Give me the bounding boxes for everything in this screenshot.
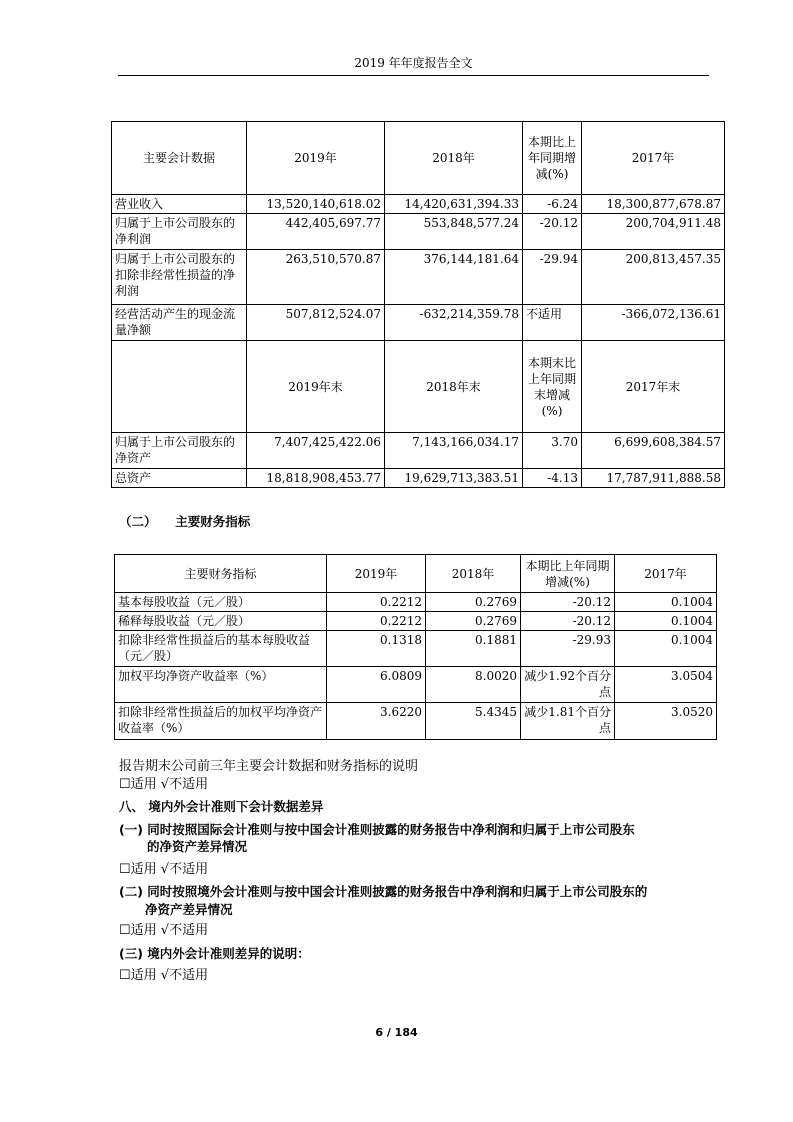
value-cell: 14,420,631,394.33 [385,195,523,214]
item-heading-cont: 净资产差异情况 [145,902,233,917]
row-label: 归属于上市公司股东的净利润 [112,214,247,250]
item-heading: (三) 境内外会计准则差异的说明： [119,946,310,961]
table-row [112,433,725,469]
value-cell: 7,143,166,034.17 [385,433,523,469]
header-cell: 2018年 [426,555,521,593]
value-cell: 5.4345 [426,703,521,740]
row-label: 扣除非经常性损益后的加权平均净资产收益率（%） [115,703,327,740]
header-cell: 2017年 [582,122,725,195]
row-label: 稀释每股收益（元／股） [115,612,327,631]
table-row [112,214,725,250]
row-label: 总资产 [112,469,247,488]
header-cell: 本期比上年同期增减(%) [521,555,615,593]
value-cell: 8.0020 [426,667,521,703]
table-row [112,195,725,214]
row-label: 扣除非经常性损益后的基本每股收益（元／股） [115,631,327,667]
row-label: 加权平均净资产收益率（%） [115,667,327,703]
table-row [115,612,717,631]
applicability-checkbox: ☐适用 √不适用 [119,968,209,983]
value-cell: -20.12 [523,214,582,250]
table-row [115,593,717,612]
value-cell: 507,812,524.07 [247,305,385,341]
financial-indicators-table [114,554,717,740]
value-cell: -4.13 [523,469,582,488]
row-label: 营业收入 [112,195,247,214]
value-cell: 263,510,570.87 [247,250,385,305]
item-heading-cont: 的净资产差异情况 [147,839,248,854]
value-cell: 减少1.81个百分点 [521,703,615,740]
applicability-checkbox: ☐适用 √不适用 [119,923,209,938]
value-cell: 17,787,911,888.58 [582,469,725,488]
value-cell: 不适用 [523,305,582,341]
accounting-data-table [111,121,725,488]
value-cell: -29.93 [521,631,615,667]
table-row [112,250,725,305]
value-cell: 6,699,608,384.57 [582,433,725,469]
value-cell: 553,848,577.24 [385,214,523,250]
value-cell: 18,818,908,453.77 [247,469,385,488]
item-heading: (二) 同时按照境外会计准则与按中国会计准则披露的财务报告中净利润和归属于上市公司股东的 [119,884,648,899]
table-header-row [112,122,725,195]
item-heading: (一) 同时按照国际会计准则与按中国会计准则披露的财务报告中净利润和归属于上市公司股东 [119,822,635,837]
value-cell: 6.0809 [327,667,426,703]
row-label: 归属于上市公司股东的扣除非经常性损益的净利润 [112,250,247,305]
value-cell: 200,704,911.48 [582,214,725,250]
header-cell [112,341,247,433]
header-cell: 本期末比上年同期末增减(%) [523,341,582,433]
row-label: 归属于上市公司股东的净资产 [112,433,247,469]
section-heading: 八、 境内外会计准则下会计数据差异 [119,799,324,814]
table-row [115,631,717,667]
header-cell: 2019年 [327,555,426,593]
value-cell: 200,813,457.35 [582,250,725,305]
section-title: （二） 主要财务指标 [119,514,251,529]
value-cell: -20.12 [521,593,615,612]
value-cell: -632,214,359.78 [385,305,523,341]
header-cell: 2017年 [615,555,717,593]
value-cell: 442,405,697.77 [247,214,385,250]
value-cell: 3.0520 [615,703,717,740]
table-header-row [115,555,717,593]
table-row [115,703,717,740]
value-cell: 3.70 [523,433,582,469]
value-cell: 376,144,181.64 [385,250,523,305]
value-cell: 0.1004 [615,593,717,612]
value-cell: 0.1318 [327,631,426,667]
table-row [112,469,725,488]
value-cell: 0.2212 [327,593,426,612]
page-number: 6 / 184 [375,1026,418,1039]
header-cell: 主要财务指标 [115,555,327,593]
value-cell: 3.6220 [327,703,426,740]
value-cell: 18,300,877,678.87 [582,195,725,214]
header-cell: 2018年 [385,122,523,195]
header-cell: 本期比上年同期增减(%) [523,122,582,195]
value-cell: 0.1004 [615,612,717,631]
table-row [112,305,725,341]
applicability-checkbox: ☐适用 √不适用 [119,777,209,792]
header-cell: 主要会计数据 [112,122,247,195]
header-cell: 2019年末 [247,341,385,433]
value-cell: 0.2769 [426,593,521,612]
value-cell: -29.94 [523,250,582,305]
value-cell: 0.2769 [426,612,521,631]
explain-text: 报告期末公司前三年主要会计数据和财务指标的说明 [119,759,419,774]
value-cell: 0.1004 [615,631,717,667]
table-subheader-row [112,341,725,433]
value-cell: 减少1.92个百分点 [521,667,615,703]
value-cell: 19,629,713,383.51 [385,469,523,488]
value-cell: 3.0504 [615,667,717,703]
row-label: 基本每股收益（元／股） [115,593,327,612]
value-cell: 13,520,140,618.02 [247,195,385,214]
value-cell: -366,072,136.61 [582,305,725,341]
applicability-checkbox: ☐适用 √不适用 [119,862,209,877]
value-cell: -6.24 [523,195,582,214]
row-label: 经营活动产生的现金流量净额 [112,305,247,341]
value-cell: 0.2212 [327,612,426,631]
header-cell: 2018年末 [385,341,523,433]
table-row [115,667,717,703]
value-cell: 0.1881 [426,631,521,667]
page-header: 2019 年年度报告全文 [118,56,709,76]
header-cell: 2017年末 [582,341,725,433]
value-cell: 7,407,425,422.06 [247,433,385,469]
value-cell: -20.12 [521,612,615,631]
header-cell: 2019年 [247,122,385,195]
